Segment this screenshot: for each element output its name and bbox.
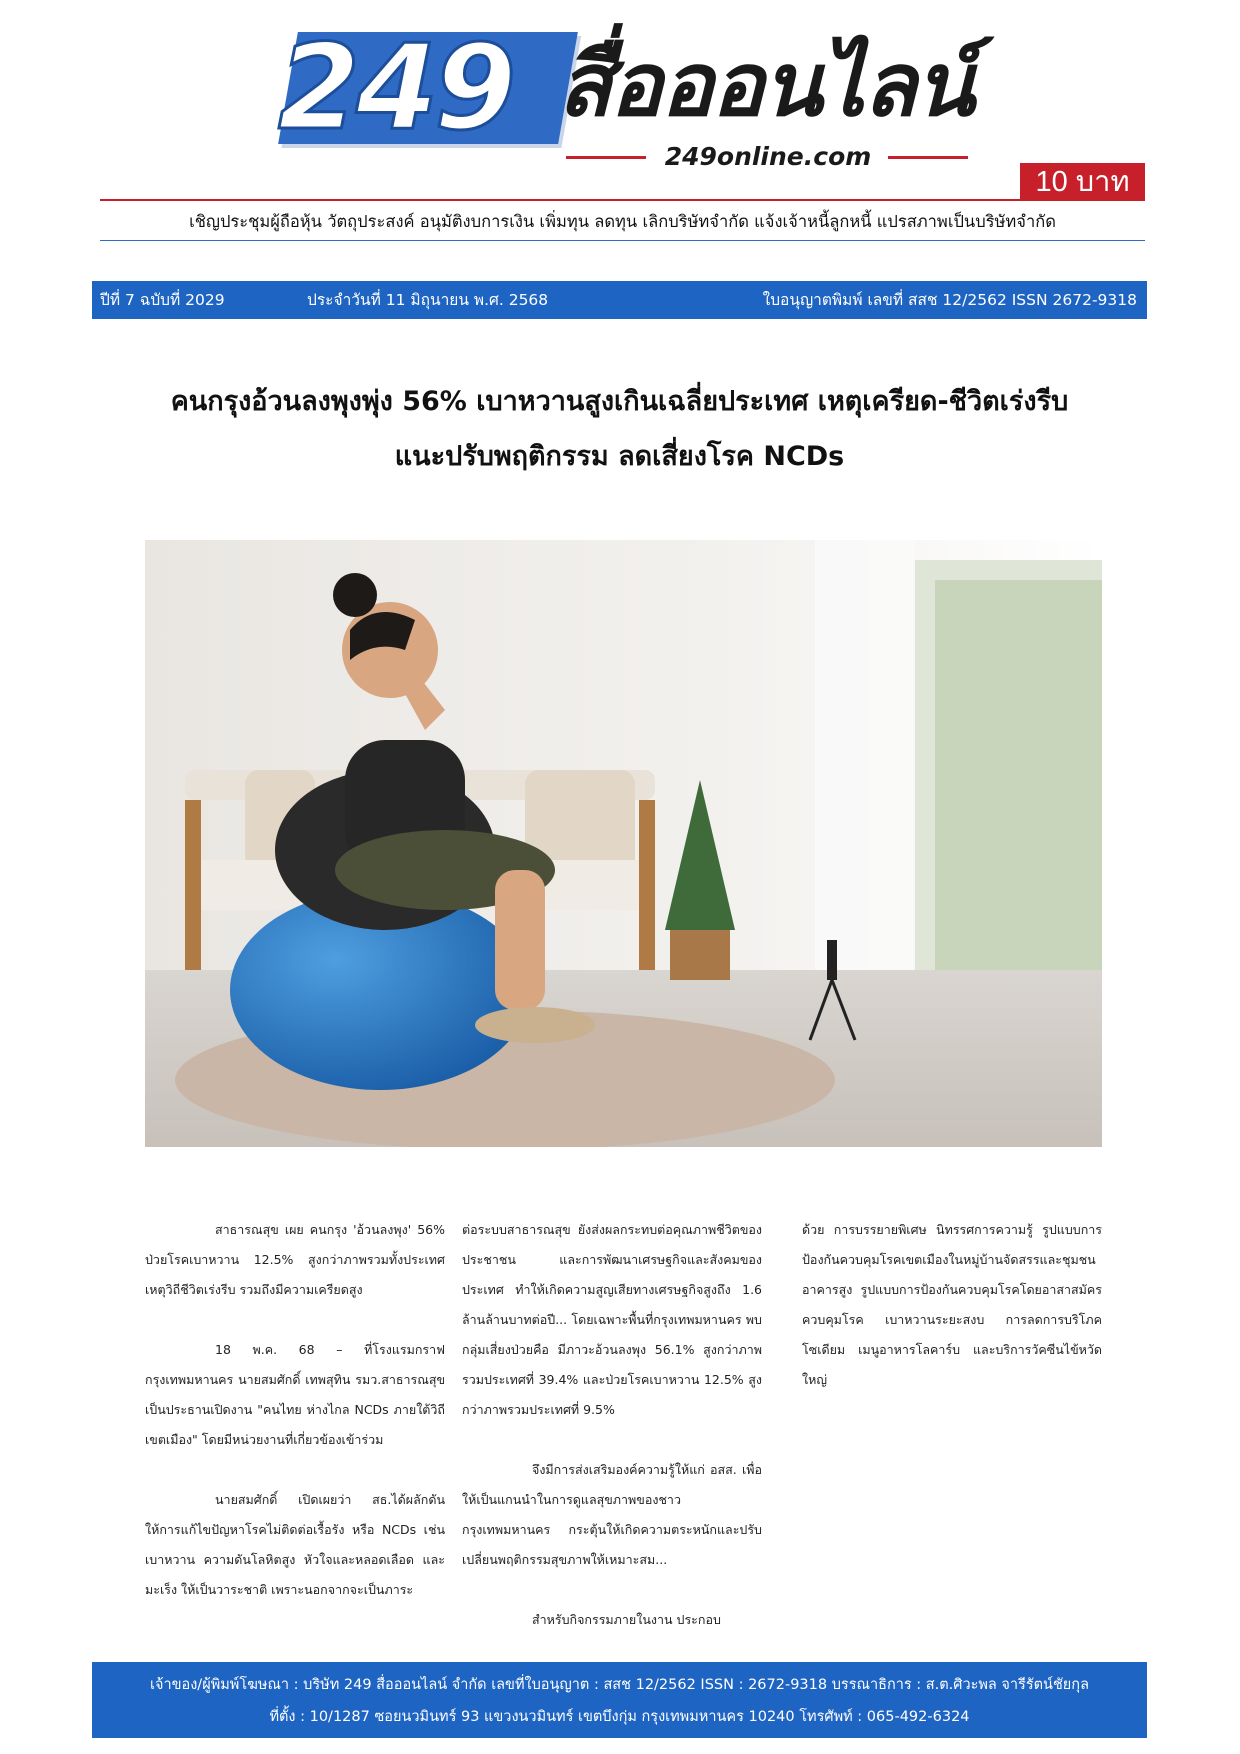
logo-number: 249 [278, 18, 513, 156]
article-paragraph: นายสมศักดิ์ เปิดเผยว่า สธ.ได้ผลักดันให้การแก้ไขปัญหาโรคไม่ติดต่อเรื้อรัง หรือ NCDs เช่น เบาหวาน ความดันโลหิตสูง หัวใจและหลอดเลือด และมะเร็ง ให้เป็นวาระชาติ เพราะนอกจากจะเป็นภาระ [145, 1492, 445, 1597]
tagline-divider [100, 240, 1145, 241]
article-photo [145, 540, 1102, 1147]
article-paragraph: 18 พ.ค. 68 – ที่โรงแรมกราฟ กรุงเทพมหานคร นายสมศักดิ์ เทพสุทิน รมว.สาธารณสุข เป็นประธานเปิดงาน "คนไทย ห่างไกล NCDs ภายใต้วิถีเขตเมือง" โดยมีหน่วยงานที่เกี่ยวข้องเข้าร่วม [145, 1342, 445, 1447]
article-column-1 [145, 1215, 445, 1635]
article-photo-illustration [145, 540, 1102, 1147]
issue-bar [92, 281, 1147, 319]
headline [92, 374, 1147, 484]
logo-divider-left [566, 156, 646, 159]
article-paragraph: ต่อระบบสาธารณสุข ยังส่งผลกระทบต่อคุณภาพชีวิตของประชาชน และการพัฒนาเศรษฐกิจและสังคมของประเทศ ทำให้เกิดความสูญเสียทางเศรษฐกิจสูงถึง 1.6 ล้านล้านบาทต่อปี... โดยเฉพาะพื้นที่กรุงเทพมหานคร พบกลุ่มเสี่ยงป่วยคือ มีภาวะอ้วนลงพุง 56.1% สูงกว่าภาพรวมประเทศที่ 39.4% และป่วยโรคเบาหวาน 12.5% สูงกว่าภาพรวมประเทศที่ 9.5% [462, 1222, 762, 1417]
price-divider [100, 199, 1020, 201]
article-column-2 [462, 1215, 762, 1665]
logo-thai-name: สื่อออนไลน์ [558, 33, 973, 136]
footer-publisher: เจ้าของ/ผู้พิมพ์โฆษณา : บริษัท 249 สื่อออนไลน์ จำกัด เลขที่ใบอนุญาต : สสช 12/2562 ISSN : 2672-9318 บรรณาธิการ : ส.ต.ศิวะพล จารีรัตน์ชัยกุล [150, 1677, 1089, 1693]
article-paragraph: สำหรับกิจกรรมภายในงาน ประกอบ [532, 1612, 721, 1627]
issue-number: ปีที่ 7 ฉบับที่ 2029 [100, 291, 225, 309]
footer-address: ที่ตั้ง : 10/1287 ซอยนวมินทร์ 93 แขวงนวมินทร์ เขตบึงกุ่ม กรุงเทพมหานคร 10240 โทรศัพท์ : 065-492-6324 [269, 1709, 970, 1725]
article-paragraph: ด้วย การบรรยายพิเศษ นิทรรศการความรู้ รูปแบบการป้องกันควบคุมโรคเขตเมืองในหมู่บ้านจัดสรรและชุมชนอาคารสูง รูปแบบการป้องกันควบคุมโรคโดยอาสาสมัครควบคุมโรค เบาหวานระยะสงบ การลดการบริโภคโซเดียม เมนูอาหารโลคาร์บ และบริการวัคซีนไข้หวัดใหญ่ [802, 1222, 1102, 1387]
article-paragraph: จึงมีการส่งเสริมองค์ความรู้ให้แก่ อสส. เพื่อให้เป็นแกนนำในการดูแลสุขภาพของชาวกรุงเทพมหานคร กระตุ้นให้เกิดความตระหนักและปรับเปลี่ยนพฤติกรรมสุขภาพให้เหมาะสม... [462, 1462, 762, 1567]
tagline: เชิญประชุมผู้ถือหุ้น วัตถุประสงค์ อนุมัติงบการเงิน เพิ่มทุน ลดทุน เลิกบริษัทจำกัด แจ้งเจ้าหนี้ลูกหนี้ แปรสภาพเป็นบริษัทจำกัด [189, 212, 1056, 231]
logo-divider-right [888, 156, 968, 159]
logo-url: 249online.com [664, 142, 872, 171]
issue-date: ประจำวันที่ 11 มิถุนายน พ.ศ. 2568 [307, 291, 549, 309]
footer [92, 1662, 1147, 1738]
issue-license: ใบอนุญาตพิมพ์ เลขที่ สสช 12/2562 ISSN 2672-9318 [762, 291, 1137, 309]
headline-line-1: คนกรุงอ้วนลงพุงพุ่ง 56% เบาหวานสูงเกินเฉลี่ยประเทศ เหตุเครียด-ชีวิตเร่งรีบ [170, 386, 1069, 417]
article-column-3 [802, 1215, 1102, 1425]
article-paragraph: สาธารณสุข เผย คนกรุง 'อ้วนลงพุง' 56% ป่วยโรคเบาหวาน 12.5% สูงกว่าภาพรวมทั้งประเทศ เหตุวิถีชีวิตเร่งรีบ รวมถึงมีความเครียดสูง [145, 1222, 445, 1297]
masthead-logo [258, 18, 988, 172]
price-tag: 10 บาท [1020, 163, 1145, 201]
headline-line-2: แนะปรับพฤติกรรม ลดเสี่ยงโรค NCDs [394, 441, 845, 472]
